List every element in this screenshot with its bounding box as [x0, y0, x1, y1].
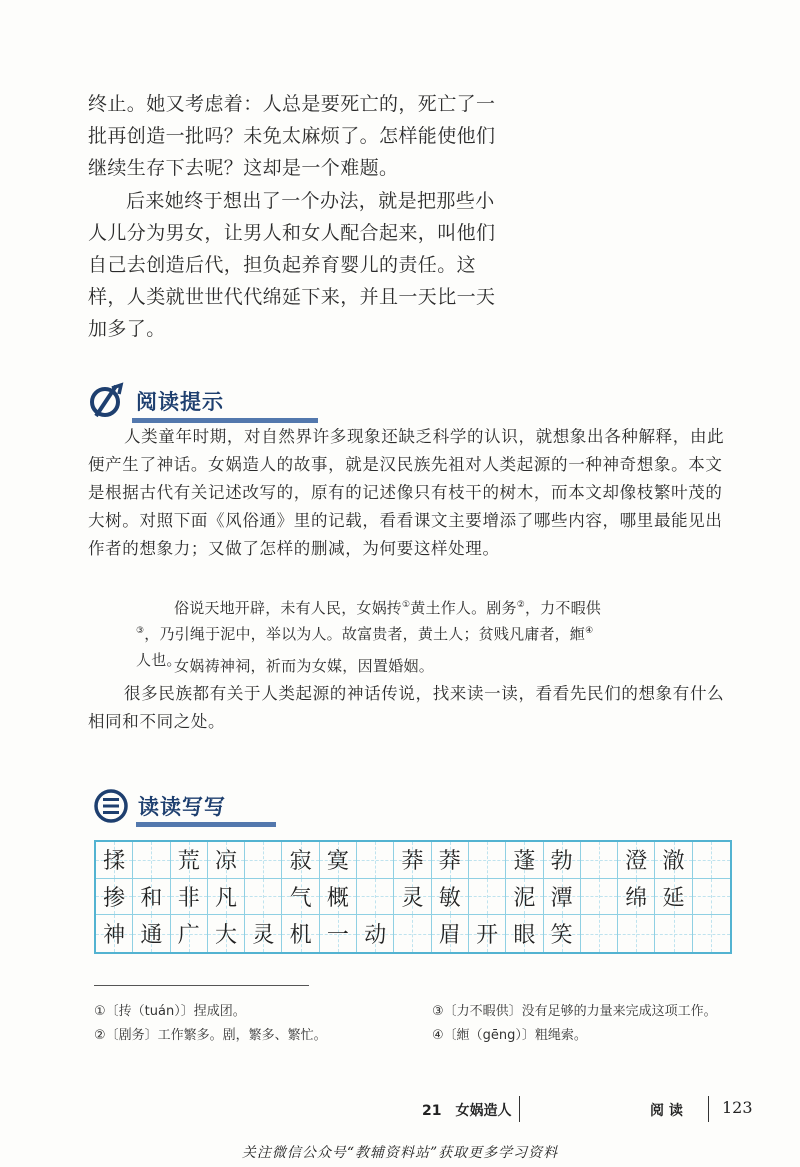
grid-cell	[469, 915, 506, 952]
grid-cell	[655, 842, 692, 879]
footnote-mark-4: ④	[585, 626, 594, 636]
grid-cell	[693, 915, 730, 952]
grid-cell	[693, 879, 730, 916]
grid-cell	[320, 879, 357, 916]
grid-cell	[282, 842, 319, 879]
grid-cell	[394, 842, 431, 879]
grid-cell	[357, 842, 394, 879]
footnote-1: ①〔抟（tuán）〕捏成团。	[94, 1004, 246, 1019]
grid-cell	[96, 842, 133, 879]
footer-divider-1	[519, 1096, 520, 1122]
grid-cell	[171, 842, 208, 879]
grid-character: 神	[103, 923, 126, 949]
quote-paragraph-2: 女娲祷神祠，祈而为女媒，因置婚姻。	[174, 657, 435, 675]
vocabulary-grid	[94, 840, 732, 954]
grid-character: 和	[140, 885, 163, 911]
grid-cell	[693, 842, 730, 879]
quote-part-4: ，乃引绳于泥中，举以为人。故富贵者，黄土人；贫贱凡庸者，	[144, 625, 570, 643]
grid-character: 蓬	[513, 849, 536, 875]
grid-cell	[469, 842, 506, 879]
grid-cell	[432, 879, 469, 916]
grid-cell	[469, 879, 506, 916]
grid-character: 机	[289, 923, 312, 949]
grid-character: 莽	[401, 849, 424, 875]
grid-cell	[171, 915, 208, 952]
grid-character: 动	[364, 923, 387, 949]
grid-character: 非	[177, 885, 200, 911]
footnote-mark-1: ①	[402, 600, 411, 610]
grid-cell	[245, 879, 282, 916]
grid-character: 敏	[438, 885, 461, 911]
grid-character: 掺	[103, 885, 126, 911]
grid-character: 荒	[177, 849, 200, 875]
list-icon	[92, 788, 130, 824]
reading-tips-icon	[88, 382, 128, 420]
grid-cell	[581, 842, 618, 879]
quote-part-1: 俗说天地开辟，未有人民，女娲抟	[174, 599, 403, 617]
grid-cell	[357, 915, 394, 952]
grid-cell	[96, 915, 133, 952]
grid-character: 寞	[326, 849, 349, 875]
grid-cell	[394, 915, 431, 952]
grid-cell	[96, 879, 133, 916]
grid-character: 澈	[662, 849, 685, 875]
grid-cell	[506, 879, 543, 916]
section-label: 阅 读	[650, 1103, 683, 1119]
grid-cell	[320, 915, 357, 952]
grid-character: 寂	[289, 849, 312, 875]
grid-character: 灵	[252, 923, 275, 949]
grid-cell	[618, 879, 655, 916]
grid-cell	[357, 879, 394, 916]
lesson-title: 21 女娲造人	[422, 1103, 512, 1119]
grid-character: 揉	[103, 849, 126, 875]
quote-part-2: 黄土作人。剧务	[410, 599, 517, 617]
quote-part-3: ，力不暇供	[524, 599, 601, 617]
grid-cell	[282, 915, 319, 952]
footnote-rule	[94, 985, 309, 986]
read-write-heading	[92, 788, 226, 824]
quote-term: 縆	[569, 625, 586, 643]
read-write-title: 读读写写	[138, 795, 226, 819]
tips-paragraph-1: 人类童年时期，对自然界许多现象还缺乏科学的认识，就想象出各种解释，由此便产生了神话。女娲造人的故事，就是汉民族先祖对人类起源的一种神奇想象。本文是根据古代有关记述改写的，原有的记述像只有枝干的树木，而本文却像枝繁叶茂的大树。对照下面《风俗通》里的记载，看看课文主要增添了哪些内容，哪里最能见出作者的想象力；又做了怎样的删减，为何要这样处理。	[88, 427, 725, 558]
grid-cell	[544, 915, 581, 952]
grid-cell	[544, 842, 581, 879]
grid-cell	[245, 915, 282, 952]
grid-character: 莽	[438, 849, 461, 875]
grid-character: 眼	[513, 923, 536, 949]
grid-character: 通	[140, 923, 163, 949]
grid-cell	[133, 842, 170, 879]
footnote-mark-3: ③	[136, 626, 145, 636]
reading-tips-heading	[88, 382, 224, 420]
grid-character: 开	[476, 923, 499, 949]
grid-character: 泥	[513, 885, 536, 911]
grid-character: 绵	[625, 885, 648, 911]
grid-character: 勃	[550, 849, 573, 875]
footnote-2: ②〔剧务〕工作繁多。剧，繁多、繁忙。	[94, 1028, 327, 1043]
grid-cell	[208, 879, 245, 916]
grid-cell	[581, 915, 618, 952]
reading-tips-title: 阅读提示	[136, 390, 224, 414]
grid-character: 概	[326, 885, 349, 911]
footnote-mark-2: ②	[516, 600, 525, 610]
grid-character: 潭	[550, 885, 573, 911]
grid-cell	[618, 915, 655, 952]
read-write-underline	[136, 822, 276, 827]
grid-cell	[282, 879, 319, 916]
grid-character: 一	[326, 923, 349, 949]
grid-character: 广	[177, 923, 200, 949]
tips-paragraph-2: 很多民族都有关于人类起源的神话传说，找来读一读，看看先民们的想象有什么相同和不同之处。	[88, 684, 725, 731]
grid-cell	[432, 842, 469, 879]
grid-character: 澄	[625, 849, 648, 875]
grid-cell	[245, 842, 282, 879]
footnote-4: ④〔縆（gēng）〕粗绳索。	[432, 1028, 587, 1043]
footnote-3: ③〔力不暇供〕没有足够的力量来完成这项工作。	[432, 1004, 717, 1019]
grid-cell	[618, 842, 655, 879]
grid-character: 凡	[215, 885, 238, 911]
grid-cell	[655, 879, 692, 916]
grid-cell	[432, 915, 469, 952]
grid-character: 气	[289, 885, 312, 911]
grid-cell	[133, 879, 170, 916]
story-paragraph-2: 后来她终于想出了一个办法，就是把那些小人儿分为男女，让男人和女人配合起来，叫他们自己去创造后代，担负起养育婴儿的责任。这样，人类就世世代代绵延下来，并且一天比一天加多了。	[88, 190, 496, 340]
grid-cell	[506, 915, 543, 952]
story-paragraph-1: 终止。她又考虑着：人总是要死亡的，死亡了一批再创造一批吗？未免太麻烦了。怎样能使他们继续生存下去呢？这却是一个难题。	[88, 93, 496, 179]
grid-cell	[320, 842, 357, 879]
grid-cell	[394, 879, 431, 916]
page-number: 123	[722, 1098, 753, 1117]
grid-character: 大	[215, 923, 238, 949]
footer-divider-2	[708, 1096, 709, 1122]
grid-cell	[208, 842, 245, 879]
grid-cell	[506, 842, 543, 879]
grid-character: 笑	[550, 923, 573, 949]
grid-cell	[581, 879, 618, 916]
grid-character: 凉	[215, 849, 238, 875]
quote-part-5: 人也。	[136, 651, 182, 669]
grid-cell	[208, 915, 245, 952]
grid-character: 眉	[438, 923, 461, 949]
grid-cell	[655, 915, 692, 952]
grid-cell	[544, 879, 581, 916]
grid-character: 灵	[401, 885, 424, 911]
grid-cell	[171, 879, 208, 916]
watermark-text: 关注微信公众号“教辅资料站”获取更多学习资料	[241, 1145, 559, 1161]
grid-cell	[133, 915, 170, 952]
grid-character: 延	[662, 885, 685, 911]
